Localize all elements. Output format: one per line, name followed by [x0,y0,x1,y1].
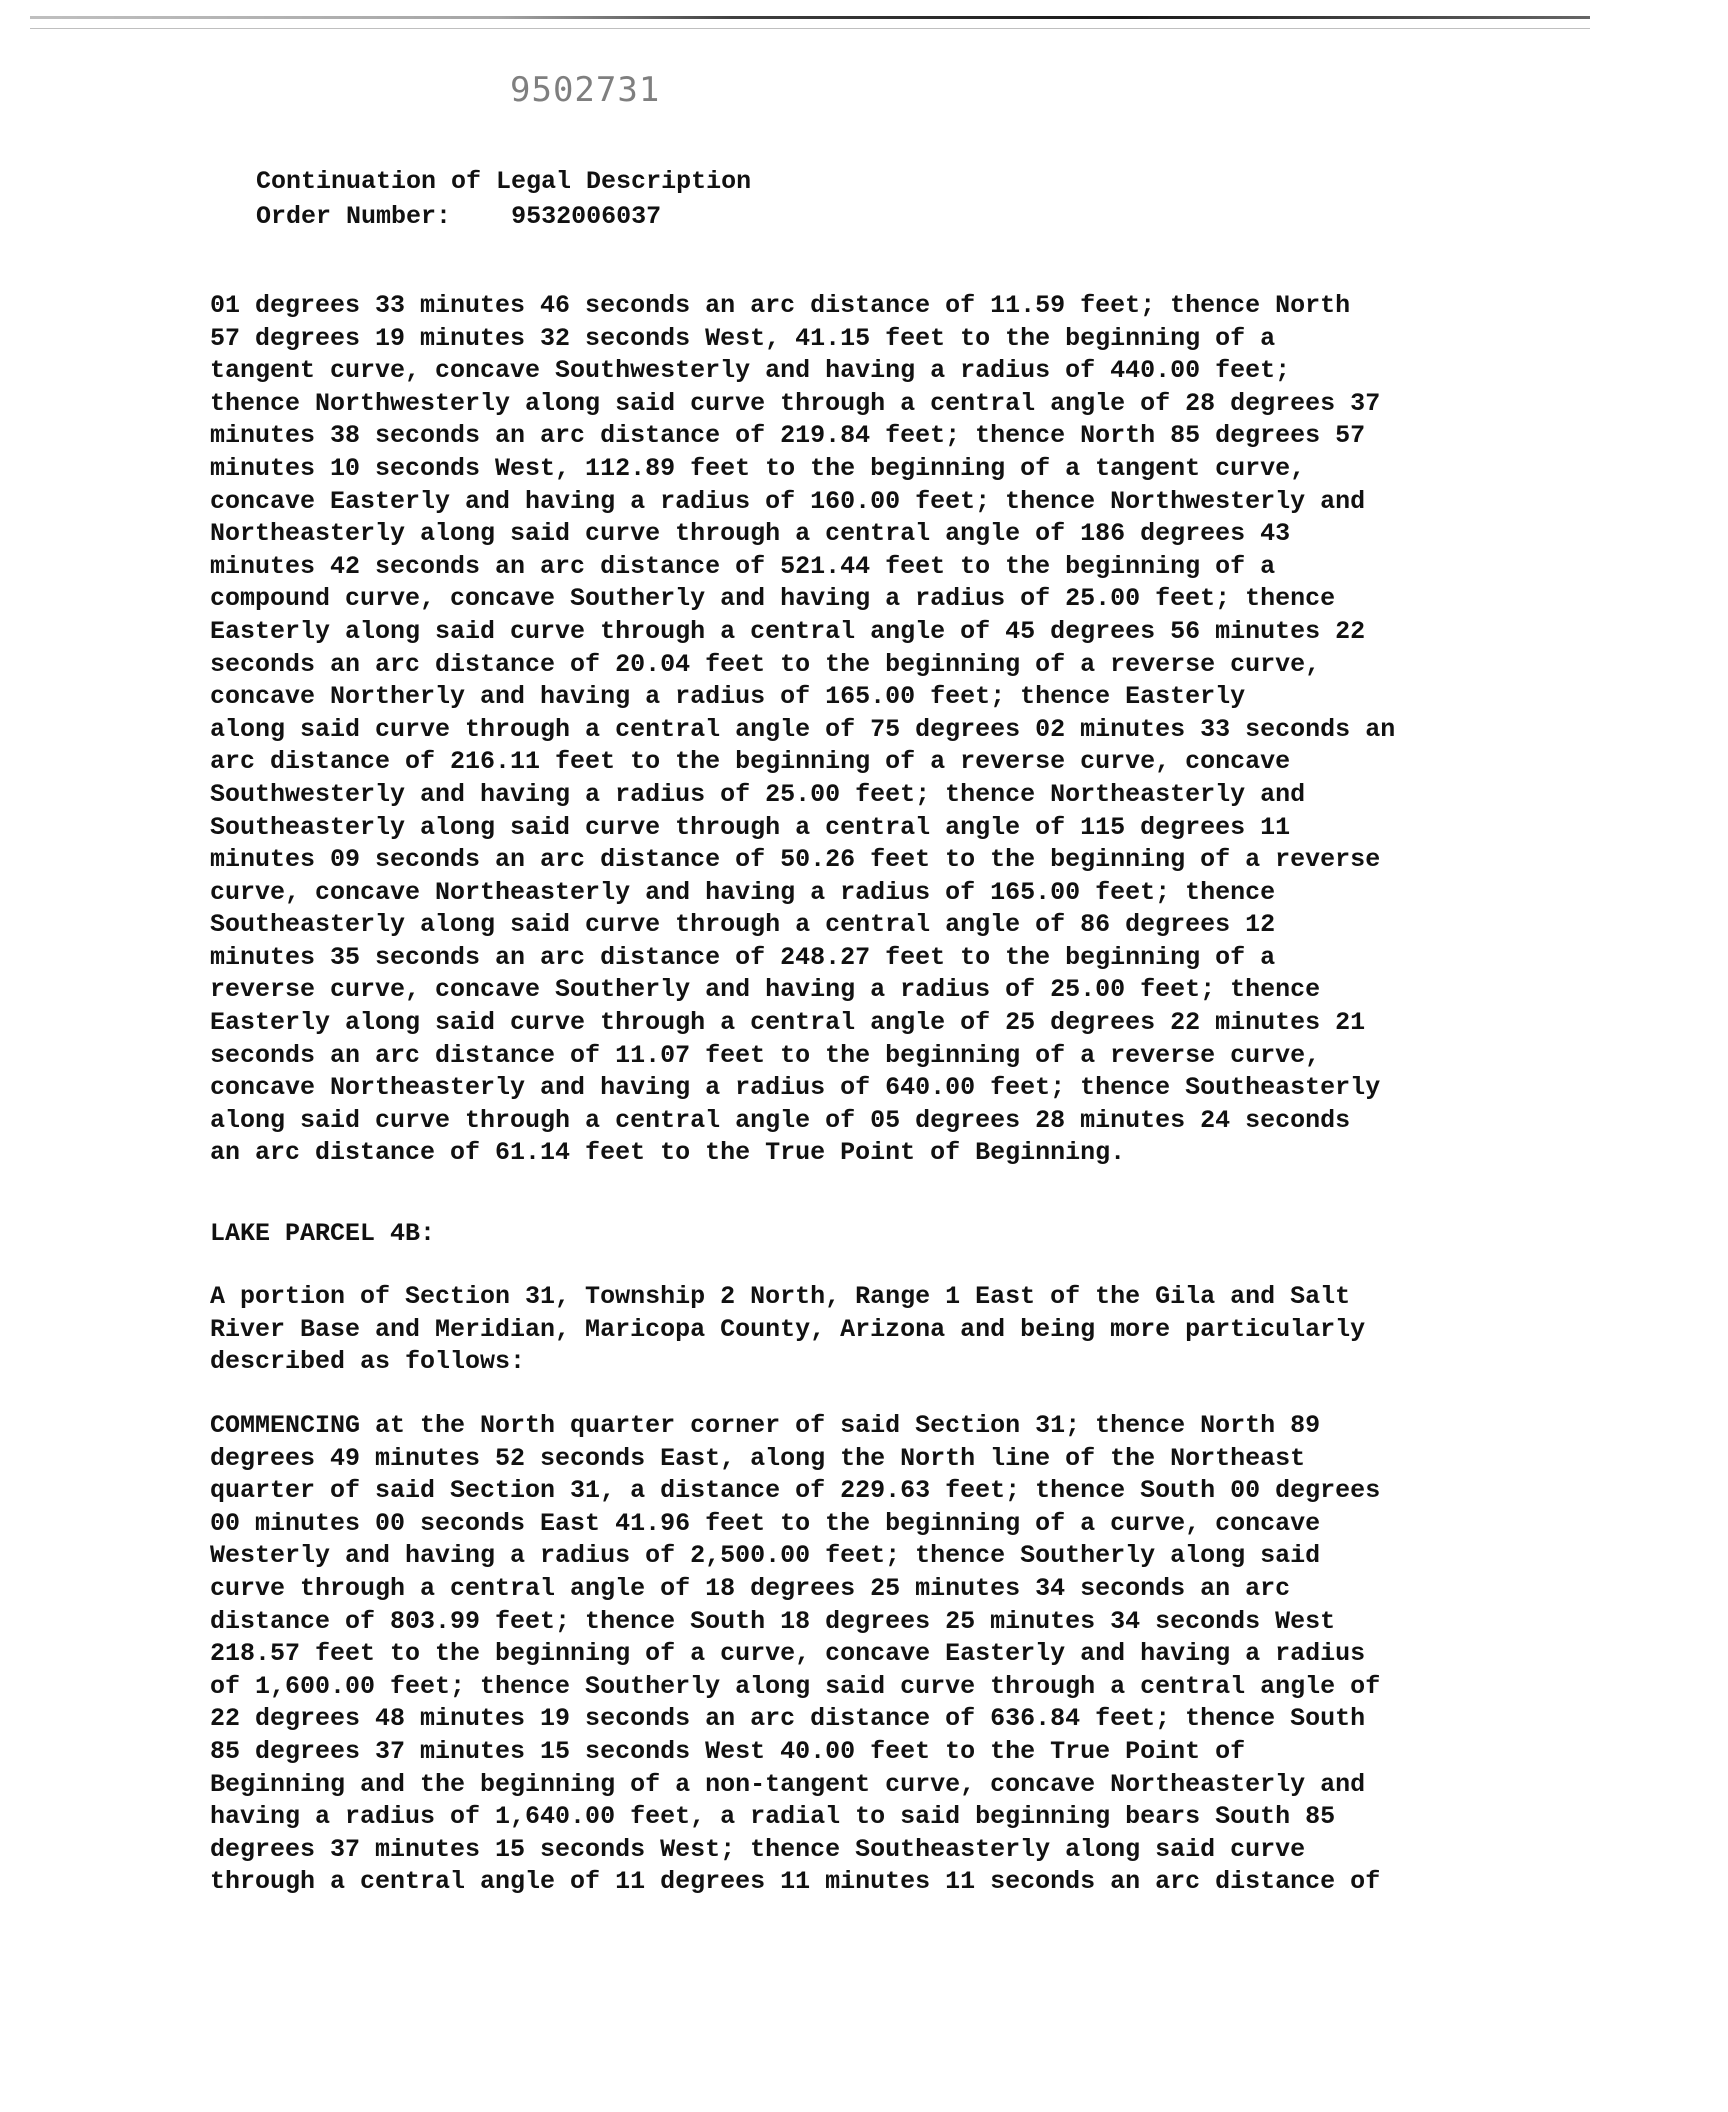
text-line: of 1,600.00 feet; thence Southerly along said curve through a central angle of [210,1671,1381,1701]
text-line: described as follows: [210,1347,526,1377]
text-line: minutes 10 seconds West, 112.89 feet to the beginning of a tangent curve, [210,453,1306,483]
lake-parcel-heading: LAKE PARCEL 4B: [210,1219,436,1248]
order-number-value: 9532006037 [511,202,662,231]
text-line: Southeasterly along said curve through a central angle of 86 degrees 12 [210,910,1276,940]
text-line: Westerly and having a radius of 2,500.00 feet; thence Southerly along said [210,1541,1321,1571]
legal-description-paragraph-1 [210,290,1550,1170]
document-header [256,164,1156,234]
text-line: tangent curve, concave Southwesterly and having a radius of 440.00 feet; [210,356,1291,386]
order-number-label: Order Number: [256,202,452,231]
text-line: concave Northerly and having a radius of 165.00 feet; thence Easterly [210,682,1246,712]
text-line: along said curve through a central angle of 75 degrees 02 minutes 33 seconds an [210,714,1396,744]
document-title: Continuation of Legal Description [256,167,752,196]
text-line: minutes 35 seconds an arc distance of 248.27 feet to the beginning of a [210,942,1276,972]
text-line: 85 degrees 37 minutes 15 seconds West 40.00 feet to the True Point of [210,1736,1246,1766]
legal-description-paragraph-3 [210,1410,1550,1899]
text-line: 22 degrees 48 minutes 19 seconds an arc distance of 636.84 feet; thence South [210,1704,1366,1734]
text-line: degrees 37 minutes 15 seconds West; thence Southeasterly along said curve [210,1834,1306,1864]
text-line: through a central angle of 11 degrees 11 minutes 11 seconds an arc distance of [210,1867,1381,1897]
text-line: Beginning and the beginning of a non-tangent curve, concave Northeasterly and [210,1769,1366,1799]
text-line: Southeasterly along said curve through a central angle of 115 degrees 11 [210,812,1291,842]
text-line: curve through a central angle of 18 degrees 25 minutes 34 seconds an arc [210,1573,1291,1603]
section-heading [210,1218,1550,1251]
text-line: Easterly along said curve through a central angle of 45 degrees 56 minutes 22 [210,616,1366,646]
text-line: thence Northwesterly along said curve through a central angle of 28 degrees 37 [210,388,1381,418]
order-number-line [256,199,1156,234]
text-line: minutes 42 seconds an arc distance of 521.44 feet to the beginning of a [210,551,1276,581]
document-stamp-number: 9502731 [510,70,661,110]
text-line: quarter of said Section 31, a distance of 229.63 feet; thence South 00 degrees [210,1476,1381,1506]
text-line: 01 degrees 33 minutes 46 seconds an arc distance of 11.59 feet; thence North [210,291,1351,320]
text-line: reverse curve, concave Southerly and having a radius of 25.00 feet; thence [210,975,1321,1005]
text-line: concave Easterly and having a radius of 160.00 feet; thence Northwesterly and [210,486,1366,516]
text-line: Northeasterly along said curve through a central angle of 186 degrees 43 [210,519,1291,549]
text-line: A portion of Section 31, Township 2 North, Range 1 East of the Gila and Salt [210,1282,1351,1311]
text-line: distance of 803.99 feet; thence South 18 degrees 25 minutes 34 seconds West [210,1606,1336,1636]
text-line: seconds an arc distance of 20.04 feet to the beginning of a reverse curve, [210,649,1321,679]
text-line: compound curve, concave Southerly and having a radius of 25.00 feet; thence [210,584,1336,614]
text-line: degrees 49 minutes 52 seconds East, along the North line of the Northeast [210,1443,1306,1473]
text-line: Easterly along said curve through a central angle of 25 degrees 22 minutes 21 [210,1008,1366,1038]
text-line: having a radius of 1,640.00 feet, a radial to said beginning bears South 85 [210,1802,1336,1832]
text-line: seconds an arc distance of 11.07 feet to the beginning of a reverse curve, [210,1040,1321,1070]
text-line: Southwesterly and having a radius of 25.00 feet; thence Northeasterly and [210,779,1306,809]
text-line: arc distance of 216.11 feet to the beginning of a reverse curve, concave [210,747,1291,777]
text-line: minutes 38 seconds an arc distance of 219.84 feet; thence North 85 degrees 57 [210,421,1366,451]
text-line: COMMENCING at the North quarter corner of said Section 31; thence North 89 [210,1411,1321,1440]
text-line: concave Northeasterly and having a radius of 640.00 feet; thence Southeasterly [210,1073,1381,1103]
text-line: 57 degrees 19 minutes 32 seconds West, 41.15 feet to the beginning of a [210,323,1276,353]
text-line: 00 minutes 00 seconds East 41.96 feet to the beginning of a curve, concave [210,1508,1321,1538]
text-line: minutes 09 seconds an arc distance of 50.26 feet to the beginning of a reverse [210,845,1381,875]
text-line: 218.57 feet to the beginning of a curve, concave Easterly and having a radius [210,1639,1366,1669]
text-line: curve, concave Northeasterly and having a radius of 165.00 feet; thence [210,877,1276,907]
legal-description-paragraph-2 [210,1281,1550,1379]
scan-top-rule [30,16,1590,19]
scan-top-rule-thin [30,28,1590,29]
text-line: River Base and Meridian, Maricopa County, Arizona and being more particularly [210,1314,1366,1344]
text-line: an arc distance of 61.14 feet to the True Point of Beginning. [210,1138,1126,1168]
text-line: along said curve through a central angle of 05 degrees 28 minutes 24 seconds [210,1105,1351,1135]
